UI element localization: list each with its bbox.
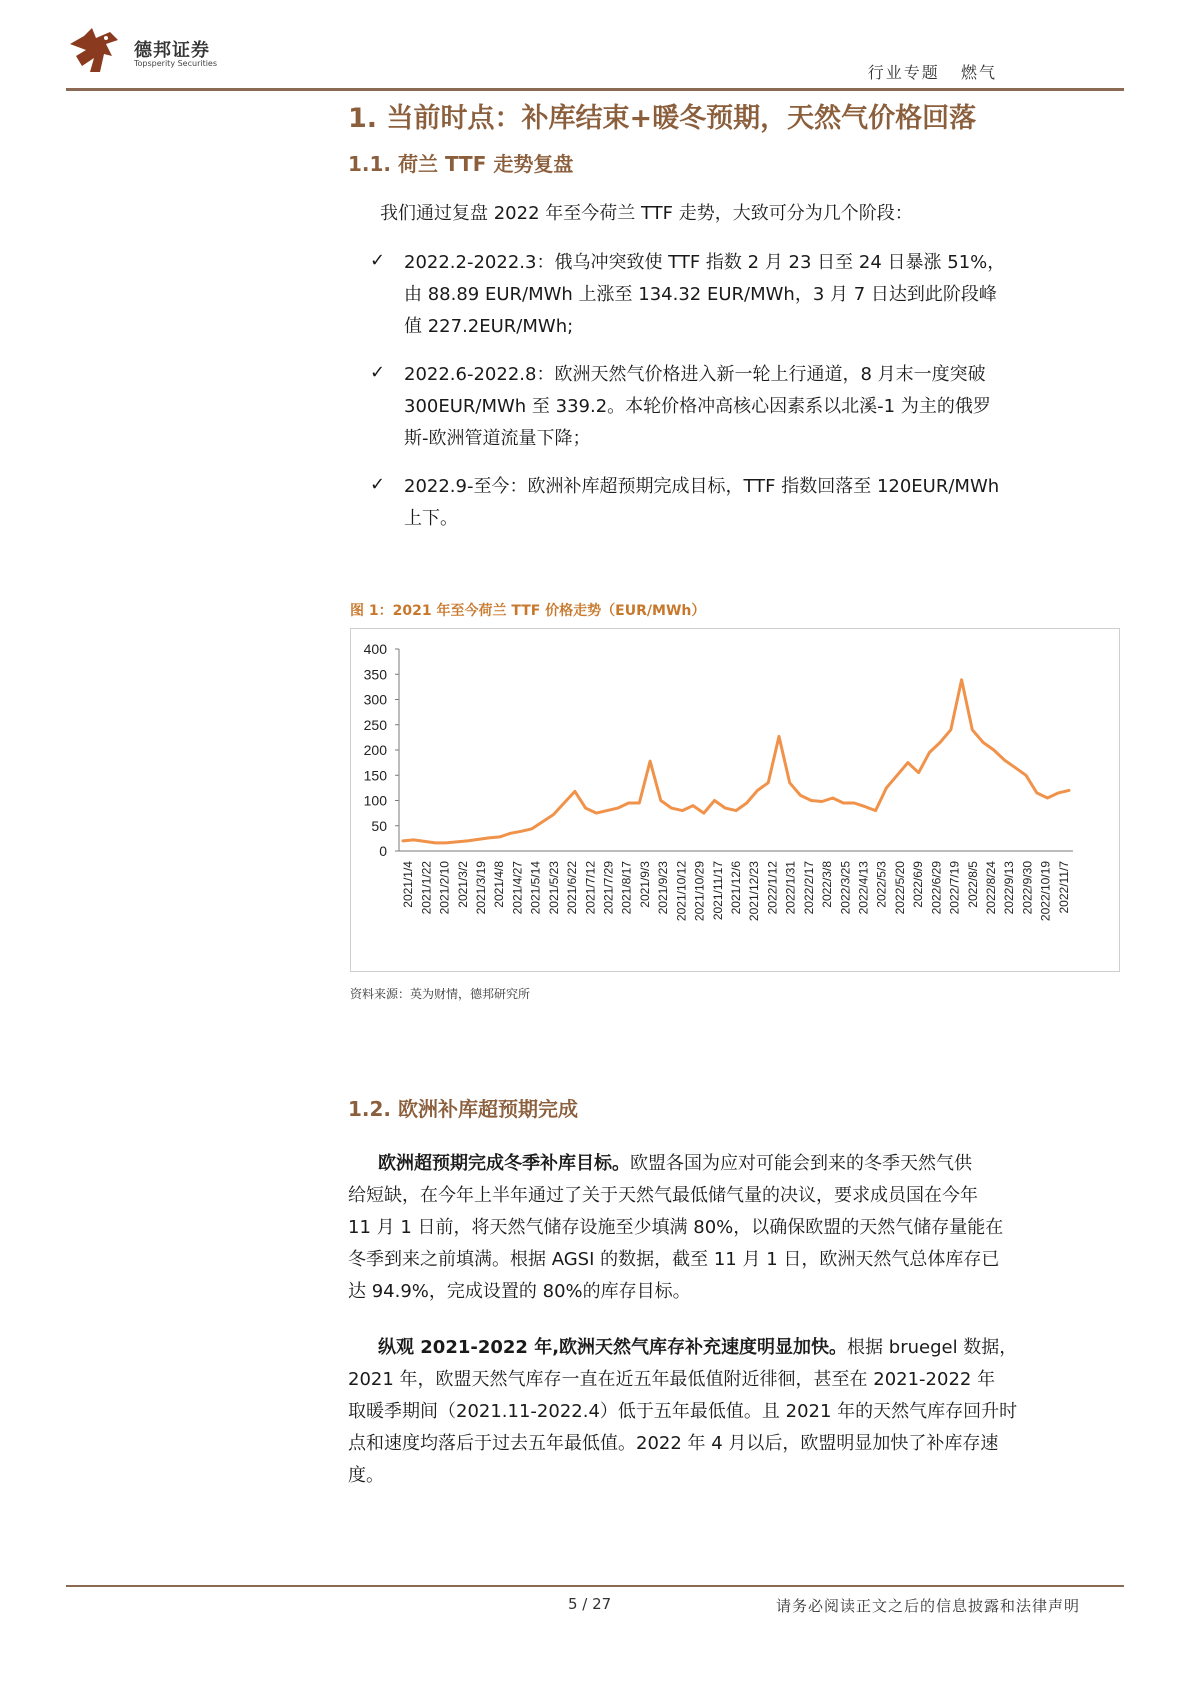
paragraph-line: 度。: [348, 1465, 384, 1486]
y-tick-label: 100: [363, 792, 387, 809]
section-1-title: 1. 当前时点：补库结束+暖冬预期，天然气价格回落: [348, 103, 977, 134]
x-tick-label: 2021/11/17: [710, 861, 725, 921]
x-tick-label: 2021/7/12: [583, 861, 598, 915]
x-tick-label: 2021/6/22: [565, 861, 580, 915]
brand-name-cn: 德邦证券: [134, 40, 210, 61]
report-category: 行业专题 燃气: [867, 63, 997, 82]
x-tick-label: 2022/8/24: [984, 861, 999, 915]
x-tick-label: 2021/10/29: [692, 861, 707, 922]
bullet-line: 300EUR/MWh 至 339.2。本轮价格冲高核心因素系以北溪-1 为主的俄罗: [404, 396, 991, 417]
x-tick-label: 2021/10/12: [674, 861, 689, 922]
x-tick-label: 2022/3/8: [820, 861, 835, 908]
x-tick-label: 2021/9/23: [656, 861, 671, 915]
y-tick-label: 50: [371, 817, 387, 834]
paragraph-lead: 欧洲超预期完成冬季补库目标。: [378, 1153, 630, 1174]
y-tick-label: 200: [363, 742, 387, 758]
x-tick-label: 2022/6/29: [929, 861, 944, 915]
x-tick-label: 2022/4/13: [856, 861, 871, 915]
paragraph-line: 取暖季期间（2021.11-2022.4）低于五年最低值。且 2021 年的天然气库存回升时: [348, 1401, 1018, 1422]
brand-name-en: Topsperity Securities: [134, 59, 218, 68]
section-1-1-title: 1.1. 荷兰 TTF 走势复盘: [348, 152, 574, 176]
x-tick-label: 2021/12/23: [747, 861, 762, 922]
check-icon: ✓: [370, 250, 386, 271]
y-tick-label: 400: [363, 641, 387, 657]
bullet-line: 值 227.2EUR/MWh;: [404, 316, 574, 337]
x-tick-label: 2022/11/7: [1056, 861, 1071, 914]
logo-mark-icon: [66, 26, 128, 76]
page-number: 5 / 27: [568, 1595, 612, 1613]
x-tick-label: 2021/5/14: [528, 861, 543, 915]
x-tick-label: 2022/10/19: [1038, 861, 1053, 922]
bullet-line: 2022.9-至今：欧洲补库超预期完成目标，TTF 指数回落至 120EUR/MWh: [404, 476, 1000, 497]
paragraph-line: 冬季到来之前填满。根据 AGSI 的数据，截至 11 月 1 日，欧洲天然气总体库存已: [348, 1249, 1000, 1270]
check-icon: ✓: [370, 362, 386, 383]
section-1-2-title: 1.2. 欧洲补库超预期完成: [348, 1097, 578, 1121]
x-tick-label: 2021/12/6: [729, 861, 743, 915]
bullet-line: 斯-欧洲管道流量下降；: [404, 428, 591, 449]
x-tick-label: 2022/9/13: [1002, 861, 1017, 915]
check-icon: ✓: [370, 474, 386, 495]
x-tick-label: 2021/1/22: [419, 861, 434, 915]
x-tick-label: 2022/5/3: [874, 861, 889, 908]
company-logo: [66, 26, 266, 76]
header-divider: [66, 88, 1124, 91]
x-tick-label: 2021/4/27: [510, 861, 525, 915]
x-tick-label: 2022/6/9: [911, 861, 926, 908]
x-tick-label: 2021/5/23: [546, 861, 561, 915]
x-tick-label: 2022/3/25: [838, 861, 853, 915]
x-tick-label: 2022/1/31: [783, 861, 798, 915]
x-tick-label: 2022/8/5: [965, 861, 980, 908]
intro-paragraph: 我们通过复盘 2022 年至今荷兰 TTF 走势，大致可分为几个阶段：: [380, 203, 913, 224]
paragraph-line: 给短缺，在今年上半年通过了关于天然气最低储气量的决议，要求成员国在今年: [348, 1185, 978, 1206]
paragraph-line: 点和速度均落后于过去五年最低值。2022 年 4 月以后，欧盟明显加快了补库存速: [348, 1433, 999, 1454]
x-tick-label: 2022/2/17: [801, 861, 816, 915]
x-tick-label: 2021/4/8: [492, 861, 507, 908]
x-tick-label: 2021/2/10: [437, 861, 452, 915]
y-tick-label: 300: [363, 691, 387, 708]
figure-1-title: 图 1：2021 年至今荷兰 TTF 价格走势（EUR/MWh）: [350, 603, 706, 619]
y-tick-label: 0: [379, 843, 387, 859]
x-tick-label: 2021/3/2: [455, 861, 470, 908]
paragraph-line: 根据 bruegel 数据，: [847, 1337, 1018, 1358]
paragraph-storage-speed: [348, 1332, 1118, 1492]
series-line-ttf: [403, 680, 1069, 843]
x-tick-label: 2022/5/20: [892, 861, 907, 915]
bullet-line: 2022.6-2022.8：欧洲天然气价格进入新一轮上行通道，8 月末一度突破: [404, 364, 986, 385]
paragraph-line: 欧盟各国为应对可能会到来的冬季天然气供: [630, 1153, 972, 1174]
paragraph-line: 达 94.9%，完成设置的 80%的库存目标。: [348, 1281, 691, 1302]
x-tick-label: 2021/7/29: [601, 861, 616, 915]
bullet-1: [404, 247, 1104, 343]
legal-disclaimer: 请务必阅读正文之后的信息披露和法律声明: [776, 1597, 1081, 1615]
paragraph-line: 11 月 1 日前，将天然气储存设施至少填满 80%，以确保欧盟的天然气储存量能在: [348, 1217, 1004, 1238]
y-tick-label: 150: [363, 767, 387, 784]
bullet-3: [404, 471, 1104, 535]
bullet-line: 上下。: [404, 508, 458, 529]
x-tick-label: 2022/7/19: [947, 861, 962, 915]
y-tick-label: 350: [363, 666, 387, 683]
footer-divider: [66, 1585, 1124, 1587]
ttf-price-chart: [350, 628, 1120, 972]
x-tick-label: 2021/9/3: [637, 861, 652, 908]
bullet-line: 由 88.89 EUR/MWh 上涨至 134.32 EUR/MWh，3 月 7 日达到此阶段峰: [404, 284, 997, 305]
paragraph-line: 2021 年，欧盟天然气库存一直在近五年最低值附近徘徊，甚至在 2021-2022 年: [348, 1369, 996, 1390]
paragraph-lead: 纵观 2021-2022 年,欧洲天然气库存补充速度明显加快。: [378, 1337, 848, 1358]
x-tick-label: 2022/9/30: [1020, 861, 1035, 915]
y-tick-label: 250: [363, 716, 387, 733]
figure-1-source: 资料来源：英为财情，德邦研究所: [350, 987, 531, 1001]
chart-svg: [351, 629, 1119, 971]
x-tick-label: 2021/3/19: [473, 861, 488, 915]
paragraph-storage-target: [348, 1148, 1118, 1308]
bullet-line: 2022.2-2022.3：俄乌冲突致使 TTF 指数 2 月 23 日至 24 日暴涨 51%，: [404, 252, 1006, 273]
x-tick-label: 2021/1/4: [401, 861, 416, 908]
x-tick-label: 2021/8/17: [619, 861, 634, 915]
x-tick-label: 2022/1/12: [765, 861, 780, 915]
bullet-2: [404, 359, 1104, 455]
